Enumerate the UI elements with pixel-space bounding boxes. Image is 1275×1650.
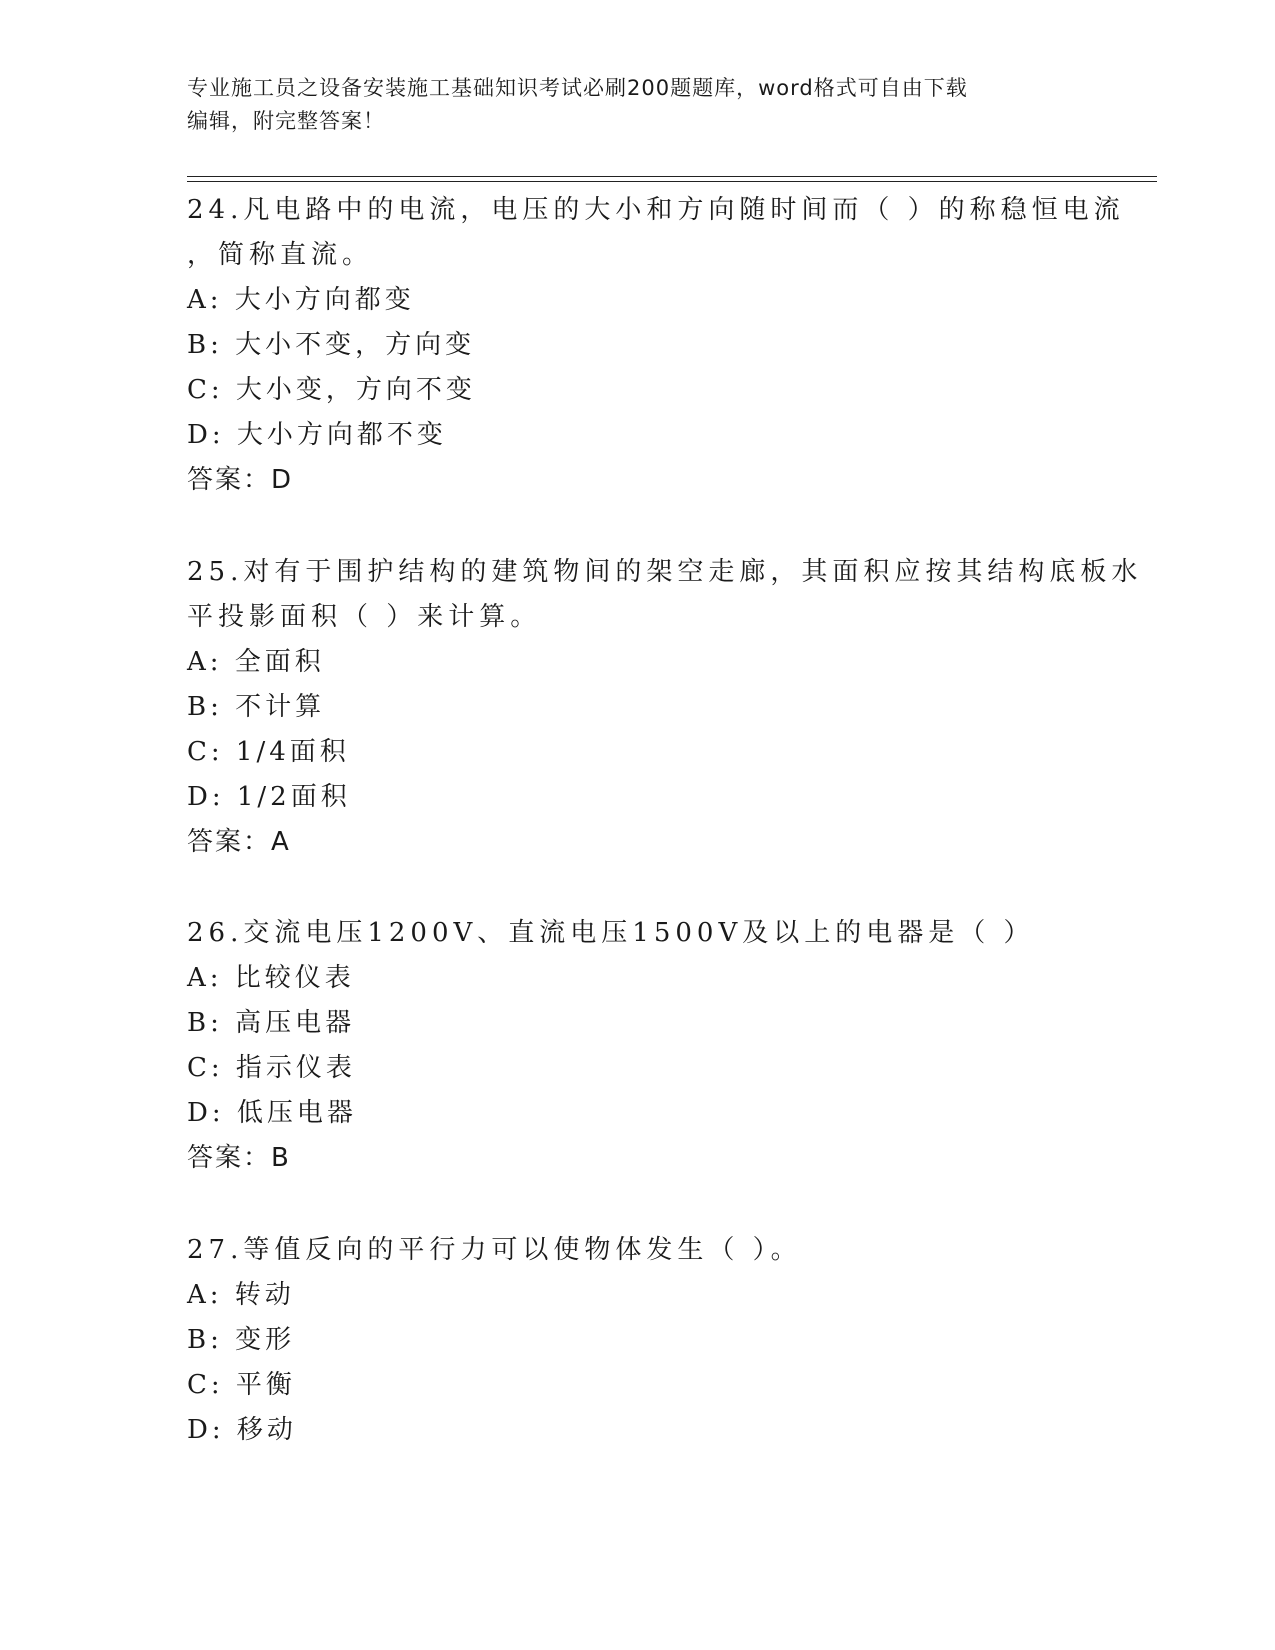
answer-label: 答案：A [187,827,291,857]
stem-line: 25.对有于围护结构的建筑物间的架空走廊，其面积应按其结构底板水 [187,557,1143,587]
option-a: A: 转动 [187,1280,295,1310]
question-26 [187,918,1087,1173]
question-24 [187,195,1125,495]
option-d: D: 移动 [187,1415,297,1445]
header-divider-top [187,176,1157,177]
stem-line: 27.等值反向的平行力可以使物体发生（ ）。 [187,1235,802,1265]
option-b: B: 不计算 [187,692,326,722]
question-stem [187,557,1143,632]
question-stem [187,195,1125,270]
option-b: B: 高压电器 [187,1008,356,1038]
option-b: B: 变形 [187,1325,296,1355]
question-stem [187,918,1087,948]
option-a: A: 大小方向都变 [187,285,415,315]
question-stem [187,1235,1087,1265]
option-c: C: 1/4面积 [187,737,350,767]
stem-line: 平投影面积（ ）来计算。 [187,602,542,632]
stem-line: 26.交流电压1200V、直流电压1500V及以上的电器是（ ） [187,918,1035,948]
stem-line: 24.凡电路中的电流，电压的大小和方向随时间而（ ）的称稳恒电流 [187,195,1125,225]
answer-label: 答案：B [187,1143,291,1173]
header-divider-bottom [187,181,1157,182]
option-c: C: 指示仪表 [187,1053,356,1083]
question-25 [187,557,1143,857]
option-c: C: 平衡 [187,1370,296,1400]
document-header [187,72,1067,138]
header-line-2: 编辑，附完整答案！ [187,109,385,133]
option-d: D: 大小方向都不变 [187,420,447,450]
option-c: C: 大小变，方向不变 [187,375,476,405]
option-a: A: 全面积 [187,647,325,677]
option-d: D: 1/2面积 [187,782,351,812]
option-a: A: 比较仪表 [187,963,355,993]
question-27 [187,1235,1087,1460]
option-d: D: 低压电器 [187,1098,357,1128]
header-line-1: 专业施工员之设备安装施工基础知识考试必刷200题题库，word格式可自由下载 [187,76,968,100]
option-b: B: 大小不变，方向变 [187,330,476,360]
stem-line: ，简称直流。 [187,240,374,270]
answer-label: 答案：D [187,465,294,495]
